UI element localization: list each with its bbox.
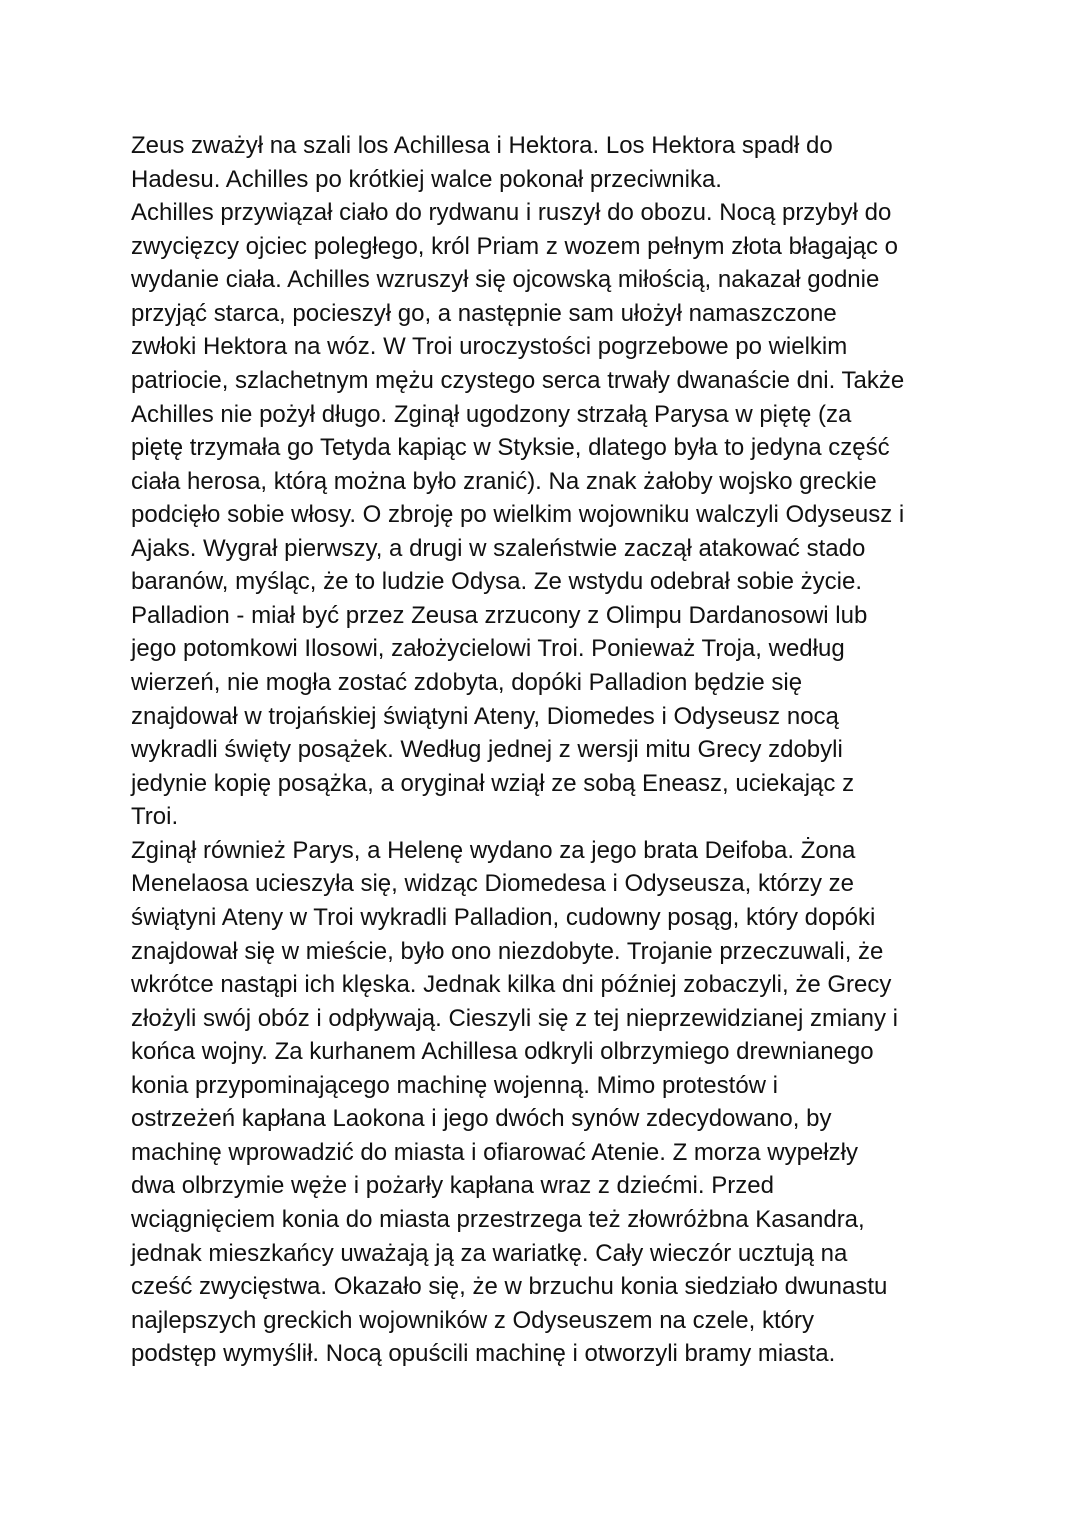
text-line: przyjąć starca, pocieszył go, a następnie sam ułożył namaszczone: [131, 299, 837, 327]
text-line: baranów, myśląc, że to ludzie Odysa. Ze wstydu odebrał sobie życie.: [131, 568, 863, 596]
text-line: wkrótce nastąpi ich klęska. Jednak kilka dni później zobaczyli, że Grecy: [131, 971, 892, 999]
text-line: zwłoki Hektora na wóz. W Troi uroczystości pogrzebowe po wielkim: [131, 333, 848, 361]
text-line: Zeus zważył na szali los Achillesa i Hektora. Los Hektora spadł do: [131, 132, 833, 159]
text-line: znajdował się w mieście, było ono niezdobyte. Trojanie przeczuwali, że: [131, 937, 884, 965]
text-line: ciała herosa, którą można było zranić). Na znak żałoby wojsko greckie: [131, 467, 877, 495]
text-line: podcięło sobie włosy. O zbroję po wielkim wojowniku walczyli Odyseusz i: [131, 501, 905, 529]
text-line: Troi.: [131, 803, 179, 831]
text-line: Menelaosa ucieszyła się, widząc Diomedesa i Odyseusza, którzy ze: [131, 870, 854, 898]
text-line: Ajaks. Wygrał pierwszy, a drugi w szaleństwie zaczął atakować stado: [131, 534, 866, 562]
text-line: najlepszych greckich wojowników z Odyseuszem na czele, który: [131, 1306, 814, 1334]
text-line: konia przypominającego machinę wojenną. Mimo protestów i: [131, 1071, 778, 1099]
text-line: jego potomkowi Ilosowi, założycielowi Troi. Ponieważ Troja, według: [131, 635, 845, 663]
text-line: podstęp wymyślił. Nocą opuścili machinę i otworzyli bramy miasta.: [131, 1340, 836, 1368]
text-line: piętę trzymała go Tetyda kapiąc w Styksie, dlatego była to jedyna część: [131, 434, 890, 462]
text-line: Hadesu. Achilles po krótkiej walce pokonał przeciwnika.: [131, 165, 722, 193]
text-line: wierzeń, nie mogła zostać zdobyta, dopóki Palladion będzie się: [131, 669, 803, 696]
text-line: dwa olbrzymie węże i pożarły kapłana wraz z dziećmi. Przed: [131, 1172, 774, 1200]
document-body: [131, 129, 1031, 1371]
text-line: patriocie, szlachetnym mężu czystego serca trwały dwanaście dni. Także: [131, 366, 905, 394]
text-line: znajdował w trojańskiej świątyni Ateny, Diomedes i Odyseusz nocą: [131, 702, 839, 730]
text-line: Palladion - miał być przez Zeusa zrzucony z Olimpu Dardanosowi lub: [131, 601, 868, 629]
text-line: wciągnięciem konia do miasta przestrzega też złowróżbna Kasandra,: [131, 1206, 865, 1233]
text-line: machinę wprowadzić do miasta i ofiarować Atenie. Z morza wypełzły: [131, 1138, 858, 1166]
text-line: ostrzeżeń kapłana Laokona i jego dwóch synów zdecydowano, by: [131, 1105, 832, 1133]
text-line: Zginął również Parys, a Helenę wydano za jego brata Deifoba. Żona: [131, 836, 856, 864]
text-line: złożyli swój obóz i odpływają. Cieszyli się z tej nieprzewidzianej zmiany i: [131, 1004, 898, 1032]
text-line: jedynie kopię posążka, a oryginał wziął ze sobą Eneasz, uciekając z: [131, 769, 855, 797]
text-line: wykradli święty posążek. Według jednej z wersji mitu Grecy zdobyli: [131, 736, 843, 764]
text-line: wydanie ciała. Achilles wzruszył się ojcowską miłością, nakazał godnie: [131, 266, 880, 294]
text-line: świątyni Ateny w Troi wykradli Palladion, cudowny posąg, który dopóki: [131, 903, 876, 931]
text-line: cześć zwycięstwa. Okazało się, że w brzuchu konia siedziało dwunastu: [131, 1273, 888, 1301]
text-line: Achilles przywiązał ciało do rydwanu i ruszył do obozu. Nocą przybył do: [131, 199, 892, 227]
text-line: Achilles nie pożył długo. Zginął ugodzony strzałą Parysa w piętę (za: [131, 400, 852, 428]
text-line: jednak mieszkańcy uważają ją za wariatkę. Cały wieczór ucztują na: [131, 1239, 848, 1267]
text-line: zwycięzcy ojciec poległego, król Priam z wozem pełnym złota błagając o: [131, 232, 898, 260]
text-line: końca wojny. Za kurhanem Achillesa odkryli olbrzymiego drewnianego: [131, 1038, 874, 1066]
